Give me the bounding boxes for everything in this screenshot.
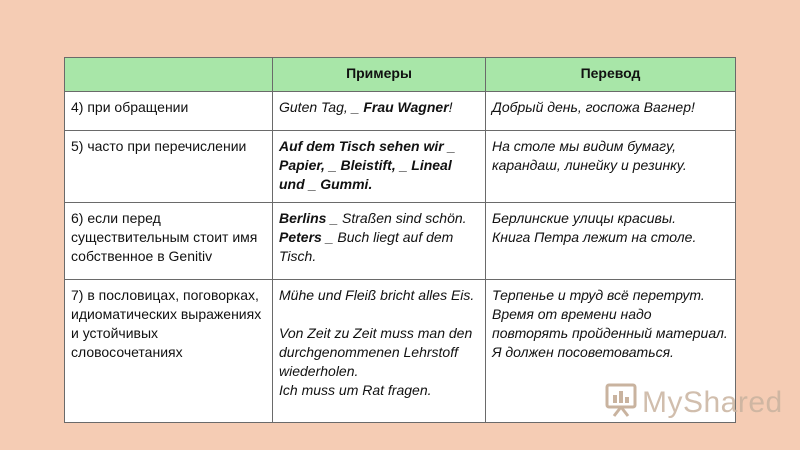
translation-line: Время от времени надо повторять пройденный материал. bbox=[492, 306, 728, 341]
table-row bbox=[65, 203, 736, 280]
translation-line: Я должен посоветоваться. bbox=[492, 344, 674, 360]
example-line: Von Zeit zu Zeit muss man den durchgenommenen Lehrstoff wiederholen. bbox=[279, 325, 473, 379]
rule-cell: 4) при обращении bbox=[65, 92, 273, 131]
header-examples: Примеры bbox=[273, 58, 486, 92]
rule-cell: 7) в пословицах, поговорках, идиоматических выражениях и устойчивых словосочетаниях bbox=[65, 280, 273, 423]
example-cell bbox=[273, 92, 486, 131]
example-cell: Auf dem Tisch sehen wir _ Papier, _ Bleistift, _ Lineal und _ Gummi. bbox=[273, 131, 486, 203]
translation-cell bbox=[486, 203, 736, 280]
example-line: Mühe und Fleiß bricht alles Eis. bbox=[279, 287, 475, 303]
header-translation: Перевод bbox=[486, 58, 736, 92]
translation-line: Терпенье и труд всё перетрут. bbox=[492, 287, 705, 303]
table-row bbox=[65, 92, 736, 131]
example-cell bbox=[273, 280, 486, 423]
translation-line: Берлинские улицы красивы. bbox=[492, 210, 677, 226]
example-line bbox=[279, 209, 479, 228]
translation-line: Книга Петра лежит на столе. bbox=[492, 229, 697, 245]
example-text: _ Straßen sind schön. bbox=[326, 210, 467, 226]
example-bold: Frau Wagner bbox=[363, 99, 449, 115]
example-line: Ich muss um Rat fragen. bbox=[279, 382, 432, 398]
table-row bbox=[65, 131, 736, 203]
example-line bbox=[279, 228, 479, 266]
example-text: _ Buch liegt auf dem Tisch. bbox=[279, 229, 454, 264]
grammar-table bbox=[64, 57, 736, 423]
translation-cell: Добрый день, госпожа Вагнер! bbox=[486, 92, 736, 131]
rule-cell: 6) если перед существительным стоит имя собственное в Genitiv bbox=[65, 203, 273, 280]
myshared-watermark bbox=[604, 382, 783, 423]
table-header-row bbox=[65, 58, 736, 92]
translation-cell: На столе мы видим бумагу, карандаш, линейку и резинку. bbox=[486, 131, 736, 203]
blank-line bbox=[279, 305, 479, 324]
watermark-text: MyShared bbox=[642, 385, 783, 419]
example-text: Guten Tag, _ bbox=[279, 99, 364, 115]
example-bold: Berlins bbox=[279, 210, 327, 226]
rule-cell: 5) часто при перечислении bbox=[65, 131, 273, 203]
header-empty bbox=[65, 58, 273, 92]
example-text: ! bbox=[448, 99, 453, 115]
example-bold: Peters bbox=[279, 229, 322, 245]
presentation-board-icon bbox=[604, 382, 638, 423]
example-cell bbox=[273, 203, 486, 280]
